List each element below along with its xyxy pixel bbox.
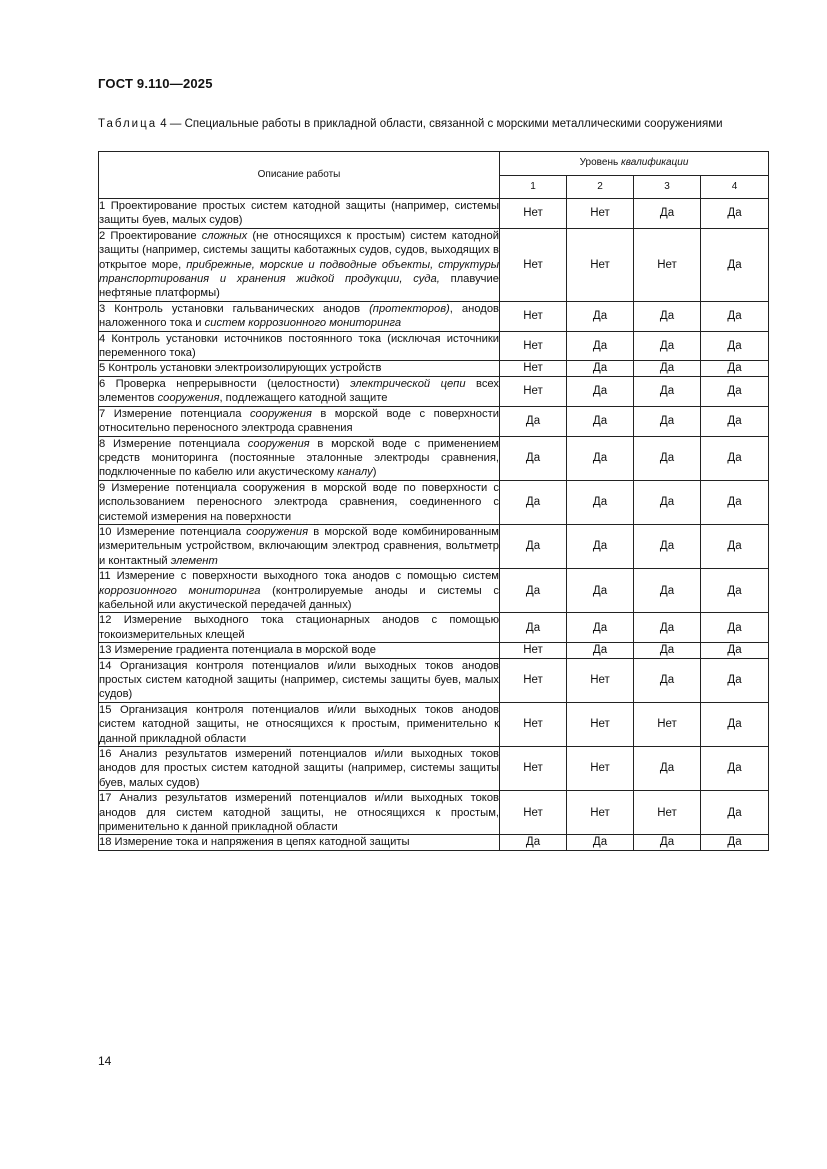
level-4-value: Да xyxy=(701,361,769,376)
work-description: 13 Измерение градиента потенциала в морской воде xyxy=(99,643,500,658)
level-1-value: Нет xyxy=(500,791,567,835)
level-4-value: Да xyxy=(701,791,769,835)
level-1-value: Нет xyxy=(500,331,567,361)
level-4-value: Да xyxy=(701,613,769,643)
table-row xyxy=(99,613,769,643)
work-description: 8 Измерение потенциала сооружения в морской воде с применением средств мониторинга (постоянные эталонные электроды сравнения, подключенные по кабелю или акустическому каналу) xyxy=(99,437,499,479)
level-2-value: Да xyxy=(567,569,634,613)
level-1-value: Нет xyxy=(500,376,567,406)
level-4-value: Да xyxy=(701,331,769,361)
level-3-value: Да xyxy=(634,331,701,361)
level-2-value: Да xyxy=(567,331,634,361)
level-1-value: Нет xyxy=(500,199,567,229)
level-1-value: Да xyxy=(500,613,567,643)
table-body xyxy=(99,199,769,851)
level-2-value: Нет xyxy=(567,791,634,835)
level-1-value: Нет xyxy=(500,658,567,702)
table-caption xyxy=(98,117,768,131)
work-description: 4 Контроль установки источников постоянного тока (исключая источники переменного тока) xyxy=(99,332,499,360)
level-4-value: Да xyxy=(701,524,769,568)
level-2-value: Нет xyxy=(567,702,634,746)
level-4-value: Да xyxy=(701,199,769,229)
work-description: 17 Анализ результатов измерений потенциалов и/или выходных токов анодов для систем катодной защиты, не относящихся к простым, применительно к данной прикладной области xyxy=(99,792,499,834)
table-row xyxy=(99,376,769,406)
level-1-value: Да xyxy=(500,480,567,524)
table-row xyxy=(99,228,769,301)
table-row xyxy=(99,791,769,835)
level-3-value: Нет xyxy=(634,702,701,746)
table-row xyxy=(99,569,769,613)
level-2-value: Да xyxy=(567,376,634,406)
level-2-value: Нет xyxy=(567,199,634,229)
caption-text: 4 — Специальные работы в прикладной области, связанной с морскими металлическими сооружениями xyxy=(160,118,723,130)
level-2-value: Нет xyxy=(567,658,634,702)
level-3-value: Да xyxy=(634,613,701,643)
level-1-value: Да xyxy=(500,436,567,480)
level-1-value: Нет xyxy=(500,747,567,791)
work-description: 6 Проверка непрерывности (целостности) электрической цепи всех элементов сооружения, подлежащего катодной защите xyxy=(99,377,499,405)
level-3-value: Да xyxy=(634,376,701,406)
work-description: 7 Измерение потенциала сооружения в морской воде с поверхности относительно переносного электрода сравнения xyxy=(99,407,499,435)
level-3-value: Да xyxy=(634,658,701,702)
level-4-value: Да xyxy=(701,301,769,331)
level-4-value: Да xyxy=(701,569,769,613)
level-1-value: Да xyxy=(500,835,567,850)
level-3-header: 3 xyxy=(634,176,701,199)
column-header-description: Описание работы xyxy=(99,152,500,199)
level-2-value: Да xyxy=(567,613,634,643)
level-4-value: Да xyxy=(701,376,769,406)
document-header: ГОСТ 9.110—2025 xyxy=(98,76,213,91)
work-description: 16 Анализ результатов измерений потенциалов и/или выходных токов анодов для простых систем катодной защиты (например, системы защиты буев, малых судов) xyxy=(99,748,499,789)
table-row xyxy=(99,835,769,850)
work-description: 9 Измерение потенциала сооружения в морской воде по поверхности с использованием переносного электрода сравнения, соединенного с системой измерения на поверхности xyxy=(99,481,499,523)
level-2-value: Да xyxy=(567,361,634,376)
table-row xyxy=(99,658,769,702)
level-4-value: Да xyxy=(701,436,769,480)
level-4-value: Да xyxy=(701,658,769,702)
level-4-header: 4 xyxy=(701,176,769,199)
work-description: 2 Проектирование сложных (не относящихся к простым) систем катодной защиты (например, системы защиты каботажных судов, судов, выходящих в открытое море, прибрежные, морские и подводные объекты, структуры транспортирования и хранения жидкой продукции, суда, плавучие нефтяные платформы) xyxy=(99,229,499,300)
level-4-value: Да xyxy=(701,835,769,850)
level-1-value: Нет xyxy=(500,702,567,746)
page-number: 14 xyxy=(98,1054,112,1068)
table-row xyxy=(99,480,769,524)
work-description: 18 Измерение тока и напряжения в цепях катодной защиты xyxy=(99,835,500,850)
level-4-value: Да xyxy=(701,480,769,524)
level-2-value: Нет xyxy=(567,228,634,301)
level-1-value: Нет xyxy=(500,228,567,301)
level-2-header: 2 xyxy=(567,176,634,199)
table-row xyxy=(99,301,769,331)
level-1-value: Да xyxy=(500,569,567,613)
work-description: 15 Организация контроля потенциалов и/или выходных токов анодов систем катодной защиты, не относящихся к простым, применительно к данной прикладной области xyxy=(99,703,499,745)
level-1-header: 1 xyxy=(500,176,567,199)
level-1-value: Нет xyxy=(500,361,567,376)
table-row xyxy=(99,331,769,361)
table-row xyxy=(99,436,769,480)
work-description: 10 Измерение потенциала сооружения в морской воде комбинированным измерительным устройством, включающим электрод сравнения, вольтметр и контактный элемент xyxy=(99,525,499,567)
table-row xyxy=(99,406,769,436)
level-2-value: Да xyxy=(567,835,634,850)
table-row xyxy=(99,702,769,746)
level-4-value: Да xyxy=(701,747,769,791)
work-table xyxy=(98,151,769,851)
level-4-value: Да xyxy=(701,406,769,436)
level-4-value: Да xyxy=(701,643,769,658)
level-3-value: Да xyxy=(634,747,701,791)
level-3-value: Да xyxy=(634,301,701,331)
level-2-value: Да xyxy=(567,524,634,568)
work-description: 3 Контроль установки гальванических анодов (протекторов), анодов наложенного тока и систем коррозионного мониторинга xyxy=(99,302,499,330)
table-row xyxy=(99,747,769,791)
level-3-value: Да xyxy=(634,480,701,524)
level-4-value: Да xyxy=(701,228,769,301)
level-3-value: Нет xyxy=(634,791,701,835)
level-2-value: Да xyxy=(567,436,634,480)
level-3-value: Да xyxy=(634,361,701,376)
level-2-value: Нет xyxy=(567,747,634,791)
work-description: 11 Измерение с поверхности выходного тока анодов с помощью систем коррозионного мониторинга (контролируемые аноды и системы с кабельной или акустической передачей данных) xyxy=(99,570,499,611)
level-4-value: Да xyxy=(701,702,769,746)
work-description: 5 Контроль установки электроизолирующих устройств xyxy=(99,361,500,376)
level-3-value: Да xyxy=(634,524,701,568)
level-3-value: Да xyxy=(634,569,701,613)
level-3-value: Нет xyxy=(634,228,701,301)
level-2-value: Да xyxy=(567,643,634,658)
work-description: 12 Измерение выходного тока стационарных анодов с помощью токоизмерительных клещей xyxy=(99,614,499,641)
table-row xyxy=(99,361,769,376)
level-2-value: Да xyxy=(567,406,634,436)
table-row xyxy=(99,524,769,568)
work-description: 1 Проектирование простых систем катодной защиты (например, системы защиты буев, малых судов) xyxy=(99,200,499,227)
column-header-level: Уровень квалификации xyxy=(500,152,769,176)
caption-prefix: Таблица xyxy=(98,118,158,130)
level-1-value: Да xyxy=(500,524,567,568)
level-2-value: Да xyxy=(567,480,634,524)
level-3-value: Да xyxy=(634,406,701,436)
level-1-value: Нет xyxy=(500,301,567,331)
table-row xyxy=(99,199,769,229)
level-1-value: Нет xyxy=(500,643,567,658)
work-description: 14 Организация контроля потенциалов и/или выходных токов анодов простых систем катодной защиты (например, системы защиты буев, малых судов) xyxy=(99,659,499,701)
level-3-value: Да xyxy=(634,436,701,480)
level-3-value: Да xyxy=(634,643,701,658)
table-row xyxy=(99,643,769,658)
level-1-value: Да xyxy=(500,406,567,436)
level-3-value: Да xyxy=(634,835,701,850)
level-2-value: Да xyxy=(567,301,634,331)
level-3-value: Да xyxy=(634,199,701,229)
